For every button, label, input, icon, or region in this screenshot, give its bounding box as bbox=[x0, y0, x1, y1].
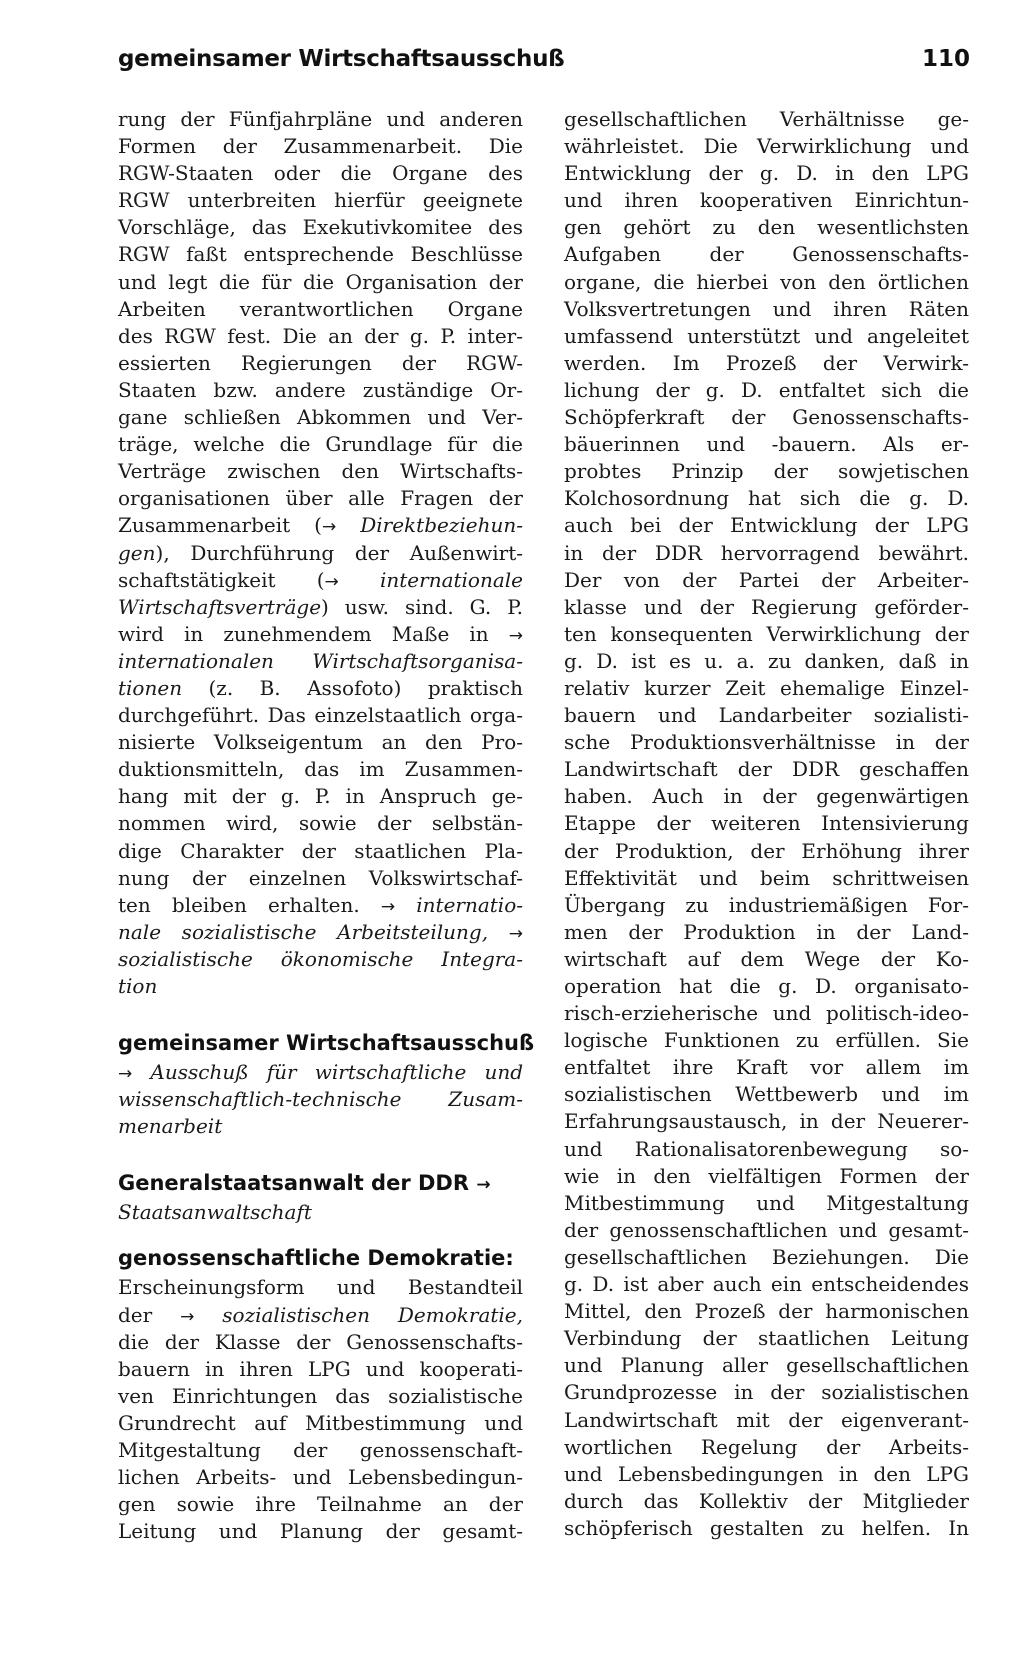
cross-reference-link[interactable]: gen bbox=[118, 540, 156, 565]
text-line: dige Charakter der staatlichen Pla- bbox=[118, 838, 523, 863]
text-line: RGW unterbreiten hierfür geeignete bbox=[118, 188, 523, 213]
text-line: rung der Fünfjahrpläne und anderen bbox=[118, 107, 523, 131]
text-line: Staaten bzw. andere zuständige Or- bbox=[118, 377, 523, 402]
text-line: gane schließen Abkommen und Ver- bbox=[118, 405, 523, 430]
text-line: hang mit der g. P. in Anspruch ge- bbox=[118, 784, 523, 809]
text-line: relativ kurzer Zeit ehemalige Einzel- bbox=[564, 675, 969, 700]
text-line: sozialistischen Wettbewerb und im bbox=[564, 1082, 969, 1107]
text-line: ten konsequenten Verwirklichung der bbox=[564, 621, 969, 646]
text-line: RGW faßt entsprechende Beschlüsse bbox=[118, 242, 523, 267]
text-line: bäuerinnen und -bauern. Als er- bbox=[564, 432, 969, 457]
text-line: men der Produktion in der Land- bbox=[564, 919, 969, 944]
text-line: Zusammenarbeit (→ Direktbeziehun- bbox=[118, 513, 524, 538]
text-line: gesellschaftlichen Beziehungen. Die bbox=[564, 1244, 969, 1269]
text-line: klasse und der Regierung geförder- bbox=[564, 594, 969, 619]
text-line: durchgeführt. Das einzelstaatlich orga- bbox=[118, 703, 523, 728]
text-line: durch das Kollektiv der Mitglieder bbox=[564, 1488, 969, 1513]
text-line: und ihren kooperativen Einrichtun- bbox=[564, 188, 969, 213]
text-line: essierten Regierungen der RGW- bbox=[118, 350, 523, 375]
text-line: der → sozialistischen Demokratie, bbox=[118, 1302, 523, 1327]
text-line: Vorschläge, das Exekutivkomitee des bbox=[118, 215, 523, 240]
text-line: nisierte Volkseigentum an den Pro- bbox=[118, 730, 523, 755]
text-line: währleistet. Die Verwirklichung und bbox=[564, 134, 969, 159]
text-line: Erscheinungsform und Bestandteil bbox=[118, 1275, 523, 1300]
text-line: gen sowie ihre Teilnahme an der bbox=[118, 1492, 523, 1517]
text-line: duktionsmitteln, das im Zusammen- bbox=[118, 757, 523, 782]
text-line: lichen Arbeits- und Lebensbedingun- bbox=[118, 1465, 523, 1490]
text-line: tionen (z. B. Assofoto) praktisch bbox=[118, 675, 523, 700]
entry-headword: genossenschaftliche Demokratie: bbox=[118, 1246, 514, 1271]
text-line: schaftstätigkeit (→ internationale bbox=[118, 567, 524, 592]
text-line: wird in zunehmendem Maße in → bbox=[118, 621, 524, 646]
text-line: Grundprozesse in der sozialistischen bbox=[564, 1380, 969, 1405]
cross-reference-arrow-icon: → bbox=[180, 1306, 195, 1327]
text-line: des RGW fest. Die an der g. P. inter- bbox=[118, 323, 523, 348]
text-line: und legt die für die Organisation der bbox=[118, 269, 523, 294]
text-line: g. D. ist aber auch ein entscheidendes bbox=[564, 1272, 969, 1297]
cross-reference-link[interactable]: Staatsanwaltschaft bbox=[118, 1200, 312, 1225]
text-line: umfassend unterstützt und angeleitet bbox=[564, 323, 969, 348]
text-line: und Lebensbedingungen in den LPG bbox=[564, 1461, 969, 1486]
text-line: gesellschaftlichen Verhältnisse ge- bbox=[564, 107, 969, 131]
text-line: Arbeiten verantwortlichen Organe bbox=[118, 296, 523, 321]
cross-reference-link[interactable]: tion bbox=[118, 974, 158, 998]
text-line: Mittel, den Prozeß der harmonischen bbox=[564, 1299, 969, 1324]
text-line bbox=[118, 919, 523, 946]
text-line: ten bleiben erhalten. → internatio- bbox=[118, 892, 523, 917]
cross-reference-link[interactable]: sozialistische ökonomische Integra- bbox=[118, 946, 523, 971]
text-line: auch bei der Entwicklung der LPG bbox=[564, 513, 969, 538]
text-line: Entwicklung der g. D. in den LPG bbox=[564, 161, 969, 186]
text-line: RGW-Staaten oder die Organe des bbox=[118, 161, 523, 186]
text-line: Etappe der weiteren Intensivierung bbox=[564, 811, 969, 836]
text-line: ven Einrichtungen das sozialistische bbox=[118, 1383, 523, 1408]
entry-spacer bbox=[118, 1140, 523, 1167]
text-line: wirtschaft auf dem Wege der Ko- bbox=[564, 946, 969, 971]
text-line: organisationen über alle Fragen der bbox=[118, 486, 523, 511]
text-line: Aufgaben der Genossenschafts- bbox=[564, 242, 969, 267]
text-line: Grundrecht auf Mitbestimmung und bbox=[118, 1410, 523, 1435]
text-line: Leitung und Planung der gesamt- bbox=[118, 1519, 523, 1544]
text-line: der genossenschaftlichen und gesamt- bbox=[564, 1217, 969, 1242]
cross-reference-arrow-icon: → bbox=[508, 923, 524, 944]
cross-reference-arrow-icon: → bbox=[380, 896, 396, 917]
cross-reference-arrow-icon: → bbox=[118, 1064, 133, 1085]
text-line: Erfahrungsaustausch, in der Neuerer- bbox=[564, 1109, 969, 1134]
text-line: sche Produktionsverhältnisse in der bbox=[564, 730, 969, 755]
text-line: Landwirtschaft der DDR geschaffen bbox=[564, 757, 969, 782]
text-line: Verträge zwischen den Wirtschafts- bbox=[118, 459, 523, 484]
text-line: Der von der Partei der Arbeiter- bbox=[564, 567, 969, 592]
text-line: Übergang zu industriemäßigen For- bbox=[564, 892, 969, 917]
cross-reference-link[interactable]: internationalen Wirtschaftsorganisa- bbox=[118, 648, 523, 673]
text-line: Volksvertretungen und ihren Räten bbox=[564, 296, 969, 321]
entry-headword: Generalstaatsanwalt der DDR → bbox=[118, 1171, 491, 1196]
text-line: operation hat die g. D. organisato- bbox=[564, 974, 969, 998]
entry-headword: gemeinsamer Wirtschaftsausschuß bbox=[118, 1031, 535, 1056]
entry-spacer bbox=[118, 1000, 523, 1027]
text-line: Landwirtschaft mit der eigenverant- bbox=[564, 1407, 969, 1432]
text-line: risch-erzieherische und politisch-ideo- bbox=[564, 1001, 969, 1026]
cross-reference-link[interactable]: tionen bbox=[118, 675, 183, 700]
text-line: Effektivität und beim schrittweisen bbox=[564, 865, 969, 890]
text-line: nommen wird, sowie der selbstän- bbox=[118, 811, 523, 836]
entry-spacer bbox=[118, 1226, 523, 1242]
cross-reference-link[interactable]: wissenschaftlich-technische Zusam- bbox=[118, 1087, 523, 1112]
text-line: schöpferisch gestalten zu helfen. In bbox=[564, 1515, 969, 1540]
right-column bbox=[564, 106, 969, 1542]
text-line: Kolchosordnung hat sich die g. D. bbox=[564, 486, 969, 511]
running-header-term: gemeinsamer Wirtschaftsausschuß bbox=[118, 46, 565, 72]
text-line: Mitgestaltung der genossenschaft- bbox=[118, 1438, 523, 1463]
text-line: probtes Prinzip der sowjetischen bbox=[564, 459, 969, 484]
text-line: gen), Durchführung der Außenwirt- bbox=[118, 540, 523, 565]
text-line: träge, welche die Grundlage für die bbox=[118, 432, 523, 457]
text-line: Verbindung der staatlichen Leitung bbox=[564, 1326, 969, 1351]
left-column bbox=[118, 106, 535, 1545]
text-line: Formen der Zusammenarbeit. Die bbox=[118, 134, 523, 159]
cross-reference-link[interactable]: Wirtschaftsverträge bbox=[118, 594, 322, 619]
cross-reference-arrow-icon: → bbox=[324, 571, 339, 592]
cross-reference-link[interactable]: nale sozialistische Arbeitsteilung, bbox=[118, 919, 489, 944]
page-number: 110 bbox=[921, 46, 970, 72]
text-line: in der DDR hervorragend bewährt. bbox=[564, 540, 969, 565]
text-line bbox=[118, 1059, 523, 1086]
cross-reference-link[interactable]: internationale bbox=[379, 567, 524, 592]
text-line: bauern und Landarbeiter sozialisti- bbox=[564, 703, 969, 728]
text-line: Wirtschaftsverträge) usw. sind. G. P. bbox=[118, 594, 523, 619]
text-line: und Planung aller gesellschaftlichen bbox=[564, 1353, 969, 1378]
text-line: wie in den vielfältigen Formen der bbox=[564, 1163, 969, 1188]
text-line: werden. Im Prozeß der Verwirk- bbox=[564, 350, 969, 375]
text-line: bauern in ihren LPG und kooperati- bbox=[118, 1356, 523, 1381]
text-line: logische Funktionen zu erfüllen. Sie bbox=[564, 1028, 969, 1053]
cross-reference-arrow-icon: → bbox=[508, 625, 524, 646]
text-line: lichung der g. D. entfaltet sich die bbox=[564, 377, 969, 402]
cross-reference-link[interactable]: Ausschuß für wirtschaftliche und bbox=[150, 1060, 524, 1085]
text-line: Mitbestimmung und Mitgestaltung bbox=[564, 1190, 969, 1215]
text-line: und Rationalisatorenbewegung so- bbox=[564, 1136, 969, 1161]
text-line: g. D. ist es u. a. zu danken, daß in bbox=[564, 648, 969, 673]
cross-reference-link[interactable]: sozialistischen Demokratie, bbox=[222, 1302, 523, 1327]
cross-reference-link[interactable]: internatio- bbox=[416, 892, 523, 917]
text-line: gen gehört zu den wesentlichsten bbox=[564, 215, 969, 240]
cross-reference-link[interactable]: Direktbeziehun- bbox=[360, 513, 524, 538]
text-line: nung der einzelnen Volkswirtschaf- bbox=[118, 865, 523, 890]
cross-reference-link[interactable]: menarbeit bbox=[118, 1114, 223, 1139]
text-line: die der Klasse der Genossenschafts- bbox=[118, 1329, 523, 1354]
text-line: haben. Auch in der gegenwärtigen bbox=[564, 784, 969, 809]
cross-reference-arrow-icon: → bbox=[476, 1175, 491, 1196]
text-line: organe, die hierbei von den örtlichen bbox=[564, 269, 969, 294]
text-line: entfaltet ihre Kraft vor allem im bbox=[564, 1055, 969, 1080]
text-line: Schöpferkraft der Genossenschafts- bbox=[564, 405, 969, 430]
text-line: der Produktion, der Erhöhung ihrer bbox=[564, 838, 969, 863]
cross-reference-arrow-icon: → bbox=[321, 517, 337, 538]
text-line: wortlichen Regelung der Arbeits- bbox=[564, 1434, 969, 1459]
